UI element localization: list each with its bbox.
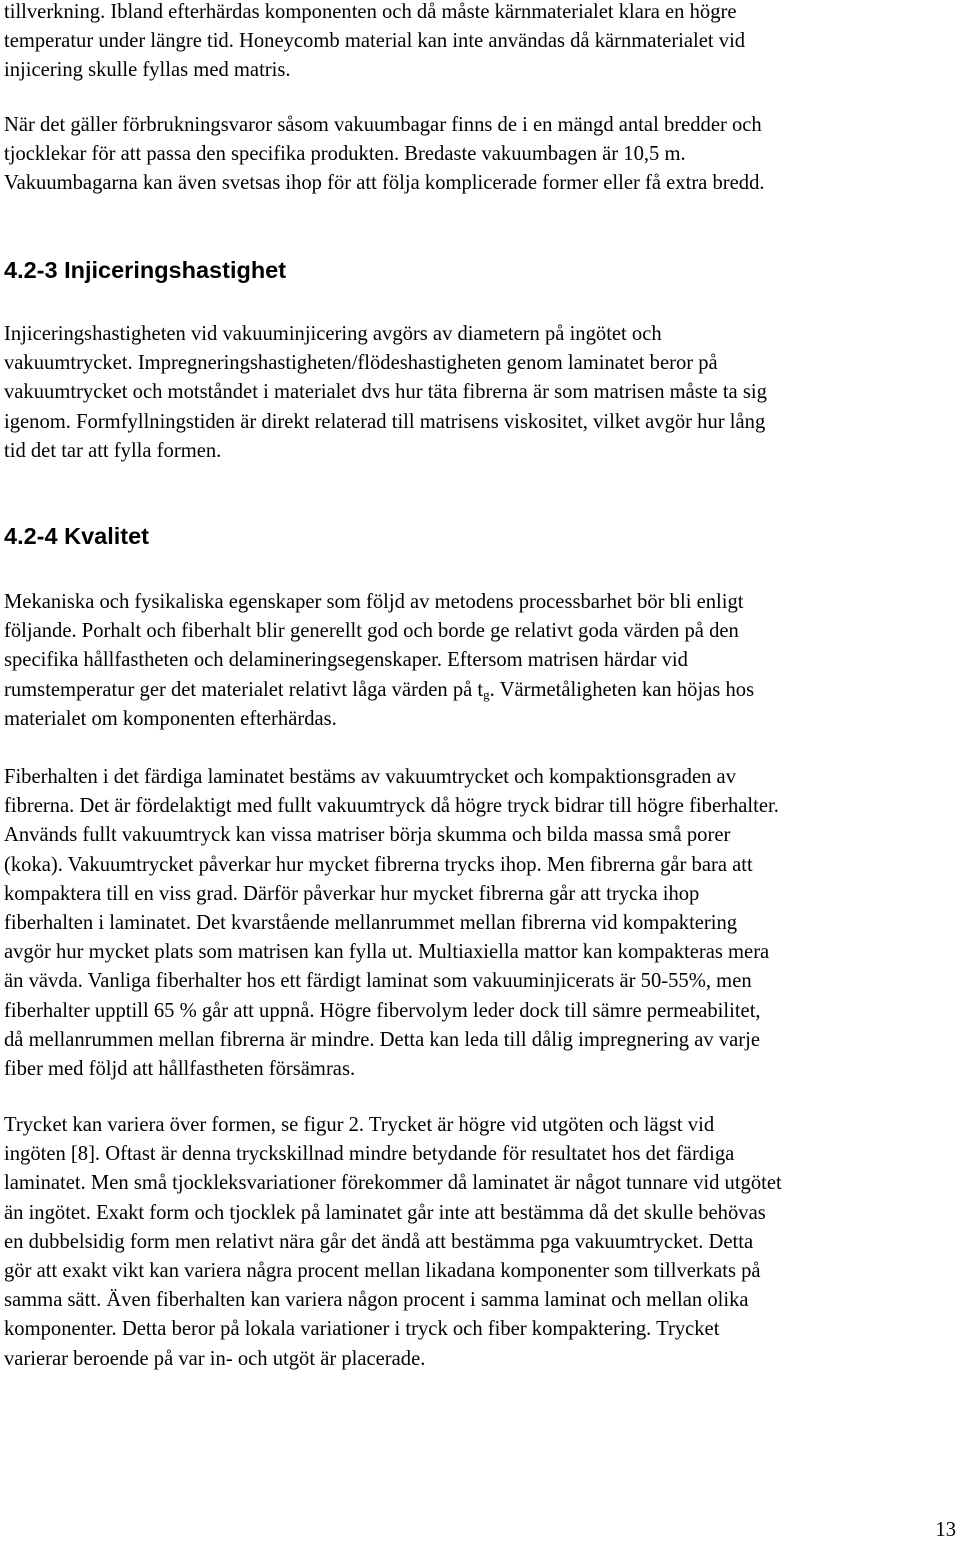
text-line: Fiberhalten i det färdiga laminatet bestäms av vakuumtrycket och kompaktionsgraden av (4, 766, 736, 788)
text-line: laminatet. Men små tjockleksvariationer förekommer då laminatet är något tunnare vid utgötet (4, 1172, 782, 1195)
text-line: Mekaniska och fysikaliska egenskaper som följd av metodens processbarhet bör bli enligt (4, 591, 744, 613)
text-fragment: . Värmetåligheten kan höjas hos (489, 678, 755, 701)
text-line: kompaktera till en viss grad. Därför påverkar hur mycket fibrerna går att trycka ihop (4, 882, 700, 905)
text-line: temperatur under längre tid. Honeycomb material kan inte användas då kärnmaterialet vid (4, 30, 746, 53)
paragraph-quality-properties (4, 588, 959, 734)
text-line: vakuumtrycket. Impregneringshastigheten/flödeshastigheten genom laminatet beror på (4, 352, 718, 375)
text-line: (koka). Vakuumtrycket påverkar hur mycket fibrerna trycks ihop. Men fibrerna går bara att (4, 853, 753, 876)
text-line: Injiceringshastigheten vid vakuuminjicering avgörs av diametern på ingötet och (4, 323, 662, 345)
text-line: varierar beroende på var in- och utgöt är placerade. (4, 1347, 426, 1370)
text-line: fiberhalten i laminatet. Det kvarstående mellanrummet mellan fibrerna vid kompaktering (4, 911, 738, 934)
text-line: komponenter. Detta beror på lokala variationer i tryck och fiber kompaktering. Trycket (4, 1318, 720, 1341)
text-line: Används fullt vakuumtryck kan vissa matriser börja skumma och bilda massa små porer (4, 824, 731, 847)
subscript-g: g (483, 686, 490, 702)
paragraph-intro (4, 0, 959, 86)
text-line: då mellanrummen mellan fibrerna är mindre. Detta kan leda till dålig impregnering av varje (4, 1028, 760, 1051)
text-line: När det gäller förbrukningsvaror såsom vakuumbagar finns de i en mängd antal bredder och (4, 114, 762, 136)
text-line: än ingötet. Exakt form och tjocklek på laminatet går inte att bestämma då det skulle behövas (4, 1201, 766, 1224)
paragraph-vacuum-bags (4, 111, 959, 199)
page-number: 13 (935, 1519, 956, 1541)
text-line: samma sätt. Även fiberhalten kan variera någon procent i samma laminat och mellan olika (4, 1289, 749, 1312)
text-line: fiber med följd att hållfastheten försämras. (4, 1057, 356, 1080)
text-line: fibrerna. Det är fördelaktigt med fullt vakuumtryck då högre tryck bidrar till högre fiberhalter. (4, 795, 779, 818)
text-line: igenom. Formfyllningstiden är direkt relaterad till matrisens viskositet, vilket avgör hur lång (4, 410, 766, 433)
section-heading-quality: 4.2-4 Kvalitet (4, 523, 149, 549)
text-line: tjocklekar för att passa den specifika produkten. Bredaste vakuumbagen är 10,5 m. (4, 143, 686, 166)
text-line: specifika hållfastheten och delamineringsegenskaper. Eftersom matrisen härdar vid (4, 649, 688, 672)
paragraph-injection-speed (4, 320, 959, 466)
text-line: Vakuumbagarna kan även svetsas ihop för att följa komplicerade former eller få extra bredd. (4, 172, 765, 195)
text-line: fiberhalter upptill 65 % går att uppnå. Högre fibervolym leder dock till sämre permeabilitet, (4, 999, 761, 1022)
text-line: Trycket kan variera över formen, se figur 2. Trycket är högre vid utgöten och lägst vid (4, 1114, 715, 1136)
text-line: en dubbelsidig form men relativt nära går det ändå att bestämma pga vakuumtrycket. Detta (4, 1230, 754, 1253)
text-line: tillverkning. Ibland efterhärdas komponenten och då måste kärnmaterialet klara en högre (4, 1, 737, 23)
text-fragment: rumstemperatur ger det materialet relativt låga värden på t (4, 678, 484, 701)
text-line: materialet om komponenten efterhärdas. (4, 707, 337, 730)
text-line: följande. Porhalt och fiberhalt blir generellt god och borde ge relativt goda värden på den (4, 620, 739, 643)
text-line: gör att exakt vikt kan variera några procent mellan likadana komponenter som tillverkats på (4, 1259, 761, 1282)
text-line: ingöten [8]. Oftast är denna tryckskillnad mindre betydande för resultatet hos det färdiga (4, 1143, 735, 1166)
text-line: än vävda. Vanliga fiberhalter hos ett färdigt laminat som vakuuminjicerats är 50-55%, men (4, 970, 752, 993)
text-line: tid det tar att fylla formen. (4, 439, 222, 462)
paragraph-fiber-content (4, 763, 959, 1084)
text-line (4, 676, 959, 705)
text-line: injicering skulle fyllas med matris. (4, 59, 291, 82)
text-line: vakuumtrycket och motståndet i materialet dvs hur täta fibrerna är som matrisen måste ta sig (4, 381, 767, 404)
text-line: avgör hur mycket plats som matrisen kan fylla ut. Multiaxiella mattor kan kompakteras mera (4, 941, 770, 964)
paragraph-pressure-variation (4, 1111, 959, 1374)
section-heading-injection-speed: 4.2-3 Injiceringshastighet (4, 257, 287, 283)
